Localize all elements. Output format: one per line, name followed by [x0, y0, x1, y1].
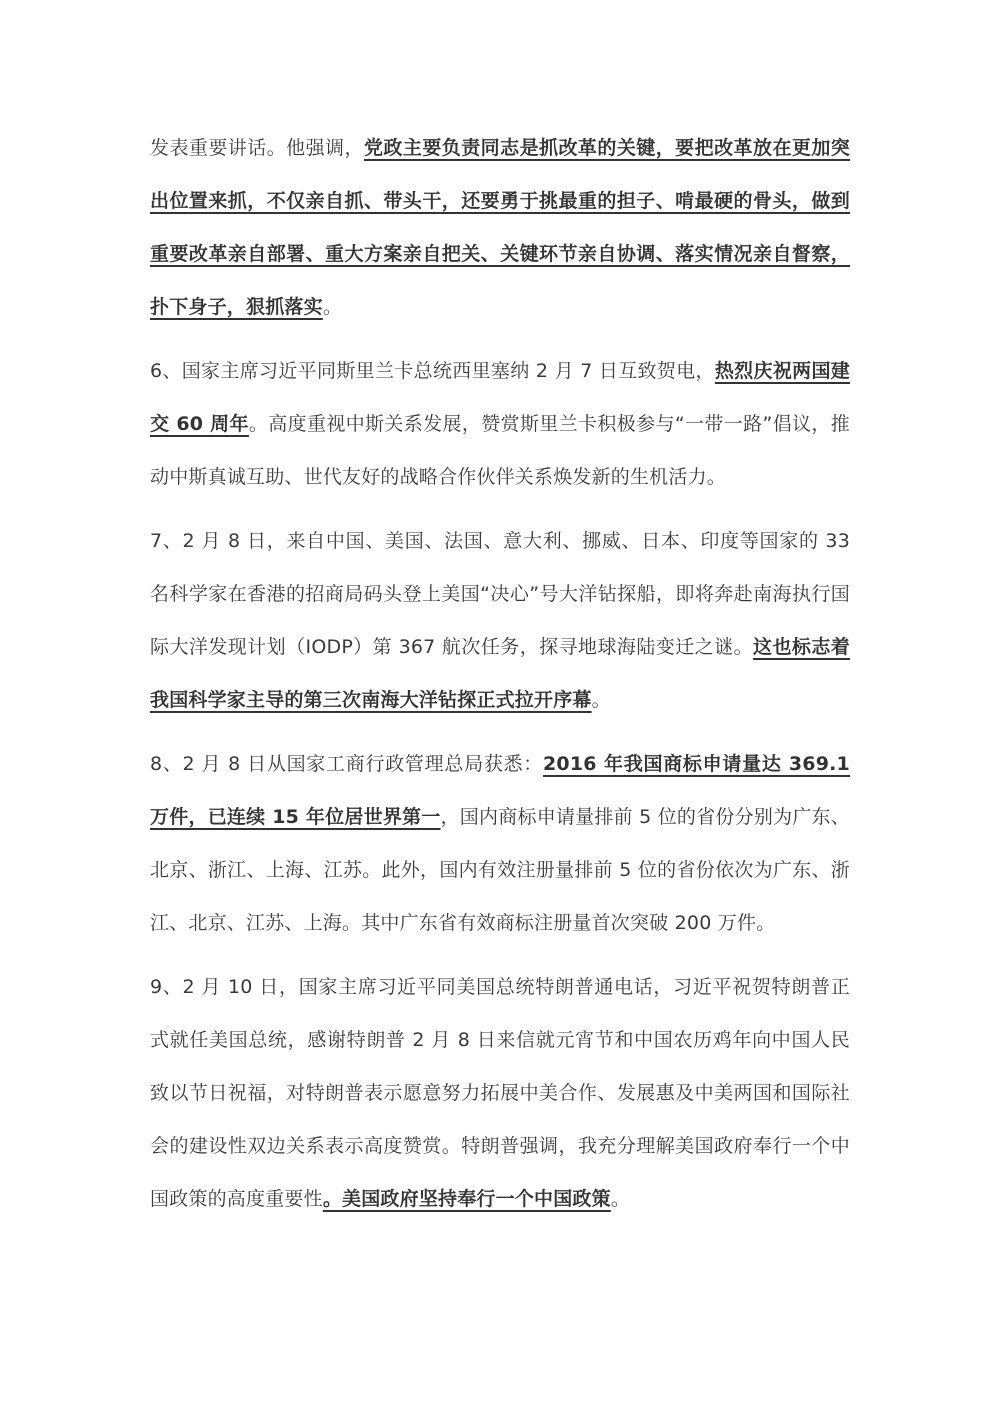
- paragraph-text: 7、2 月 8 日，来自中国、美国、法国、意大利、挪威、日本、印度等国家的 33 名科学家在香港的招商局码头登上美国“决心”号大洋钻探船，即将奔赴南海执行国际大洋发现计划（IODP）第 367 航次任务，探寻地球海陆变迁之谜。: [150, 530, 850, 658]
- highlighted-text: 。美国政府坚持奉行一个中国政策: [322, 1188, 611, 1210]
- highlighted-text: 热烈庆祝两国建交 60 周年: [150, 360, 850, 435]
- paragraph-text: 8、2 月 8 日从国家工商行政管理总局获悉：: [150, 753, 543, 775]
- paragraph-text: 发表重要讲话。他强调，: [150, 137, 364, 159]
- highlighted-text: 2016 年我国商标申请量达 369.1 万件，已连续 15 年位居世界第一: [150, 753, 850, 828]
- paragraph-text: 。: [610, 1188, 631, 1210]
- paragraph-text: 。高度重视中斯关系发展，赞赏斯里兰卡积极参与“一带一路”倡议，推动中斯真诚互助、世代友好的战略合作伙伴关系焕发新的生机活力。: [150, 413, 850, 488]
- paragraph-text: 。: [591, 689, 611, 711]
- highlighted-text: 党政主要负责同志是抓改革的关键，要把改革放在更加突出位置来抓，不仅亲自抓、带头干，还要勇于挑最重的担子、啃最硬的骨头，做到重要改革亲自部署、重大方案亲自把关、关键环节亲自协调、落实情况亲自督察，扑下身子，狠抓落实: [150, 137, 850, 318]
- paragraph-text: 。: [322, 296, 343, 318]
- paragraph-item-7: [150, 515, 850, 727]
- paragraph-text: 9、2 月 10 日，国家主席习近平同美国总统特朗普通电话，习近平祝贺特朗普正式就任美国总统，感谢特朗普 2 月 8 日来信就元宵节和中国农历鸡年向中国人民致以节日祝福，对特朗普表示愿意努力拓展中美合作、发展惠及中美两国和国际社会的建设性双边关系表示高度赞赏。特朗普强调，我充分理解美国政府奉行一个中国政策的高度重要性: [150, 976, 850, 1210]
- document-page: [150, 122, 850, 1237]
- paragraph-item-9: [150, 961, 850, 1226]
- paragraph-text: ，国内商标申请量排前 5 位的省份分别为广东、北京、浙江、上海、江苏。此外，国内有效注册量排前 5 位的省份依次为广东、浙江、北京、江苏、上海。其中广东省有效商标注册量首次突破 200 万件。: [150, 806, 850, 934]
- paragraph-5-continued: [150, 122, 850, 334]
- paragraph-item-6: [150, 345, 850, 504]
- highlighted-text: 这也标志着我国科学家主导的第三次南海大洋钻探正式拉开序幕: [150, 636, 850, 711]
- paragraph-item-8: [150, 738, 850, 950]
- paragraph-text: 6、国家主席习近平同斯里兰卡总统西里塞纳 2 月 7 日互致贺电，: [150, 360, 715, 382]
